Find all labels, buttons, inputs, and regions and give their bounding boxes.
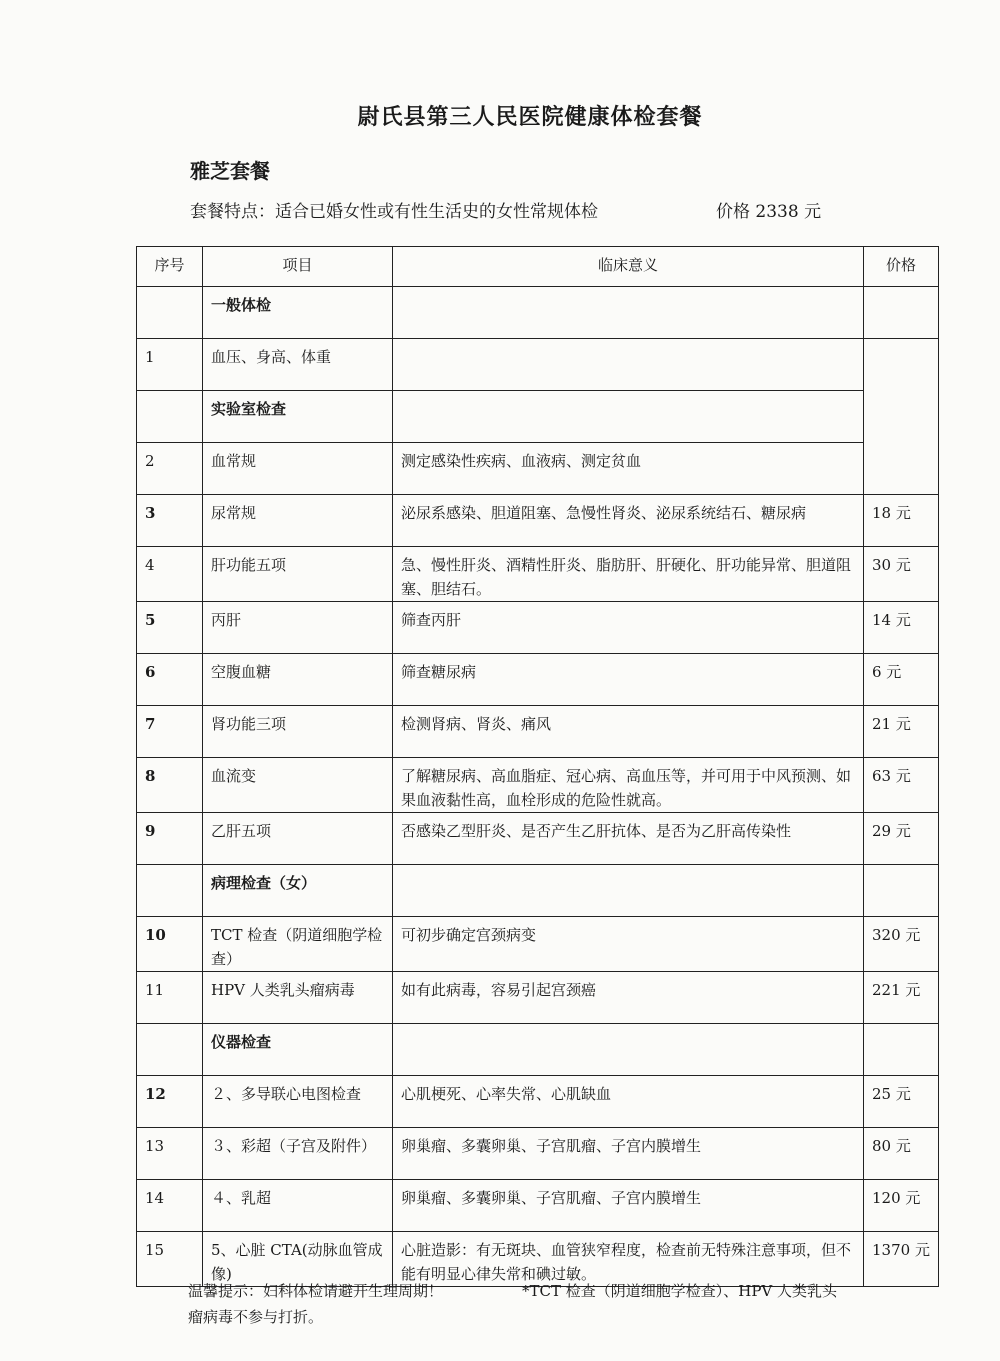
- reminder-note: 温馨提示：妇科体检请避开生理周期！: [188, 1282, 444, 1300]
- row-price: 80 元: [864, 1128, 939, 1180]
- row-meaning: 可初步确定宫颈病变: [393, 917, 864, 972]
- row-item: ４、乳超: [203, 1180, 393, 1232]
- row-meaning: 否感染乙型肝炎、是否产生乙肝抗体、是否为乙肝高传染性: [393, 813, 864, 865]
- row-no: 4: [137, 547, 203, 602]
- row-item: 肝功能五项: [203, 547, 393, 602]
- row-price: 6 元: [864, 654, 939, 706]
- row-price: 1370 元: [864, 1232, 939, 1287]
- empty-cell: [393, 865, 864, 917]
- row-meaning: 筛查丙肝: [393, 602, 864, 654]
- table-row: [137, 972, 939, 1024]
- row-no: 15: [137, 1232, 203, 1287]
- row-no: 13: [137, 1128, 203, 1180]
- section-row-instrument: [137, 1024, 939, 1076]
- section-pathology: 病理检查（女）: [203, 865, 393, 917]
- row-price: 320 元: [864, 917, 939, 972]
- row-item: ２、多导联心电图检查: [203, 1076, 393, 1128]
- row-price: 25 元: [864, 1076, 939, 1128]
- row-price-merged: [864, 339, 939, 495]
- row-item: 血常规: [203, 443, 393, 495]
- section-lab: 实验室检查: [203, 391, 393, 443]
- row-item: 血压、身高、体重: [203, 339, 393, 391]
- row-item: 血流变: [203, 758, 393, 813]
- row-price: 18 元: [864, 495, 939, 547]
- row-item: 肾功能三项: [203, 706, 393, 758]
- row-no: 2: [137, 443, 203, 495]
- empty-cell: [864, 1024, 939, 1076]
- table-row: [137, 1180, 939, 1232]
- row-item: 5、心脏 CTA(动脉血管成像): [203, 1232, 393, 1287]
- table-row: [137, 443, 939, 495]
- row-price: 30 元: [864, 547, 939, 602]
- row-item: ３、彩超（子宫及附件）: [203, 1128, 393, 1180]
- document-title: 尉氏县第三人民医院健康体检套餐: [357, 104, 703, 130]
- header-no: 序号: [137, 247, 203, 287]
- row-meaning: 心肌梗死、心率失常、心肌缺血: [393, 1076, 864, 1128]
- table-row: [137, 917, 939, 972]
- header-item: 项目: [203, 247, 393, 287]
- header-price: 价格: [864, 247, 939, 287]
- row-item: 乙肝五项: [203, 813, 393, 865]
- row-price: 120 元: [864, 1180, 939, 1232]
- row-meaning: 泌尿系感染、胆道阻塞、急慢性肾炎、泌尿系统结石、糖尿病: [393, 495, 864, 547]
- table-row: [137, 813, 939, 865]
- row-item: TCT 检查（阴道细胞学检查）: [203, 917, 393, 972]
- row-price: 29 元: [864, 813, 939, 865]
- row-meaning: 筛查糖尿病: [393, 654, 864, 706]
- row-meaning: 了解糖尿病、高血脂症、冠心病、高血压等，并可用于中风预测、如果血液黏性高，血栓形成的危险性就高。: [393, 758, 864, 813]
- table-row: [137, 1232, 939, 1287]
- section-row-pathology: [137, 865, 939, 917]
- row-meaning: 心脏造影：有无斑块、血管狭窄程度，检查前无特殊注意事项，但不能有明显心律失常和碘过敏。: [393, 1232, 864, 1287]
- row-no: 7: [137, 706, 203, 758]
- empty-cell: [864, 865, 939, 917]
- header-meaning: 临床意义: [393, 247, 864, 287]
- row-meaning: [393, 339, 864, 391]
- empty-cell: [864, 287, 939, 339]
- row-no: 12: [137, 1076, 203, 1128]
- table-row: [137, 1128, 939, 1180]
- table-row: [137, 495, 939, 547]
- table-row: [137, 547, 939, 602]
- tct-discount-note-cont: 瘤病毒不参与打折。: [188, 1308, 324, 1326]
- row-no: 11: [137, 972, 203, 1024]
- section-general: 一般体检: [203, 287, 393, 339]
- row-meaning: 测定感染性疾病、血液病、测定贫血: [393, 443, 864, 495]
- row-meaning: 卵巢瘤、多囊卵巢、子宫肌瘤、子宫内膜增生: [393, 1180, 864, 1232]
- row-meaning: 如有此病毒，容易引起宫颈癌: [393, 972, 864, 1024]
- tct-discount-note: *TCT 检查（阴道细胞学检查）、HPV 人类乳头: [522, 1282, 838, 1300]
- section-row-lab: [137, 391, 939, 443]
- row-no: 9: [137, 813, 203, 865]
- row-item: HPV 人类乳头瘤病毒: [203, 972, 393, 1024]
- table-row: [137, 602, 939, 654]
- empty-cell: [137, 391, 203, 443]
- package-name: 雅芝套餐: [190, 159, 270, 183]
- row-no: 6: [137, 654, 203, 706]
- table-row: [137, 758, 939, 813]
- section-instrument: 仪器检查: [203, 1024, 393, 1076]
- row-item: 尿常规: [203, 495, 393, 547]
- table-row: [137, 654, 939, 706]
- row-item: 丙肝: [203, 602, 393, 654]
- row-price: 14 元: [864, 602, 939, 654]
- empty-cell: [393, 1024, 864, 1076]
- package-feature: 套餐特点：适合已婚女性或有性生活史的女性常规体检: [190, 202, 598, 222]
- row-price: 63 元: [864, 758, 939, 813]
- section-row-general: [137, 287, 939, 339]
- row-no: 5: [137, 602, 203, 654]
- table-header-row: [137, 247, 939, 287]
- row-price: 21 元: [864, 706, 939, 758]
- empty-cell: [393, 287, 864, 339]
- exam-table: [136, 246, 939, 1287]
- empty-cell: [137, 865, 203, 917]
- row-no: 3: [137, 495, 203, 547]
- empty-cell: [393, 391, 864, 443]
- row-no: 14: [137, 1180, 203, 1232]
- row-no: 8: [137, 758, 203, 813]
- empty-cell: [137, 1024, 203, 1076]
- row-item: 空腹血糖: [203, 654, 393, 706]
- table-row: [137, 339, 939, 391]
- table-row: [137, 706, 939, 758]
- row-meaning: 卵巢瘤、多囊卵巢、子宫肌瘤、子宫内膜增生: [393, 1128, 864, 1180]
- row-no: 10: [137, 917, 203, 972]
- row-no: 1: [137, 339, 203, 391]
- empty-cell: [137, 287, 203, 339]
- row-price: 221 元: [864, 972, 939, 1024]
- row-meaning: 急、慢性肝炎、酒精性肝炎、脂肪肝、肝硬化、肝功能异常、胆道阻塞、胆结石。: [393, 547, 864, 602]
- table-row: [137, 1076, 939, 1128]
- package-price: 价格 2338 元: [716, 202, 822, 222]
- row-meaning: 检测肾病、肾炎、痛风: [393, 706, 864, 758]
